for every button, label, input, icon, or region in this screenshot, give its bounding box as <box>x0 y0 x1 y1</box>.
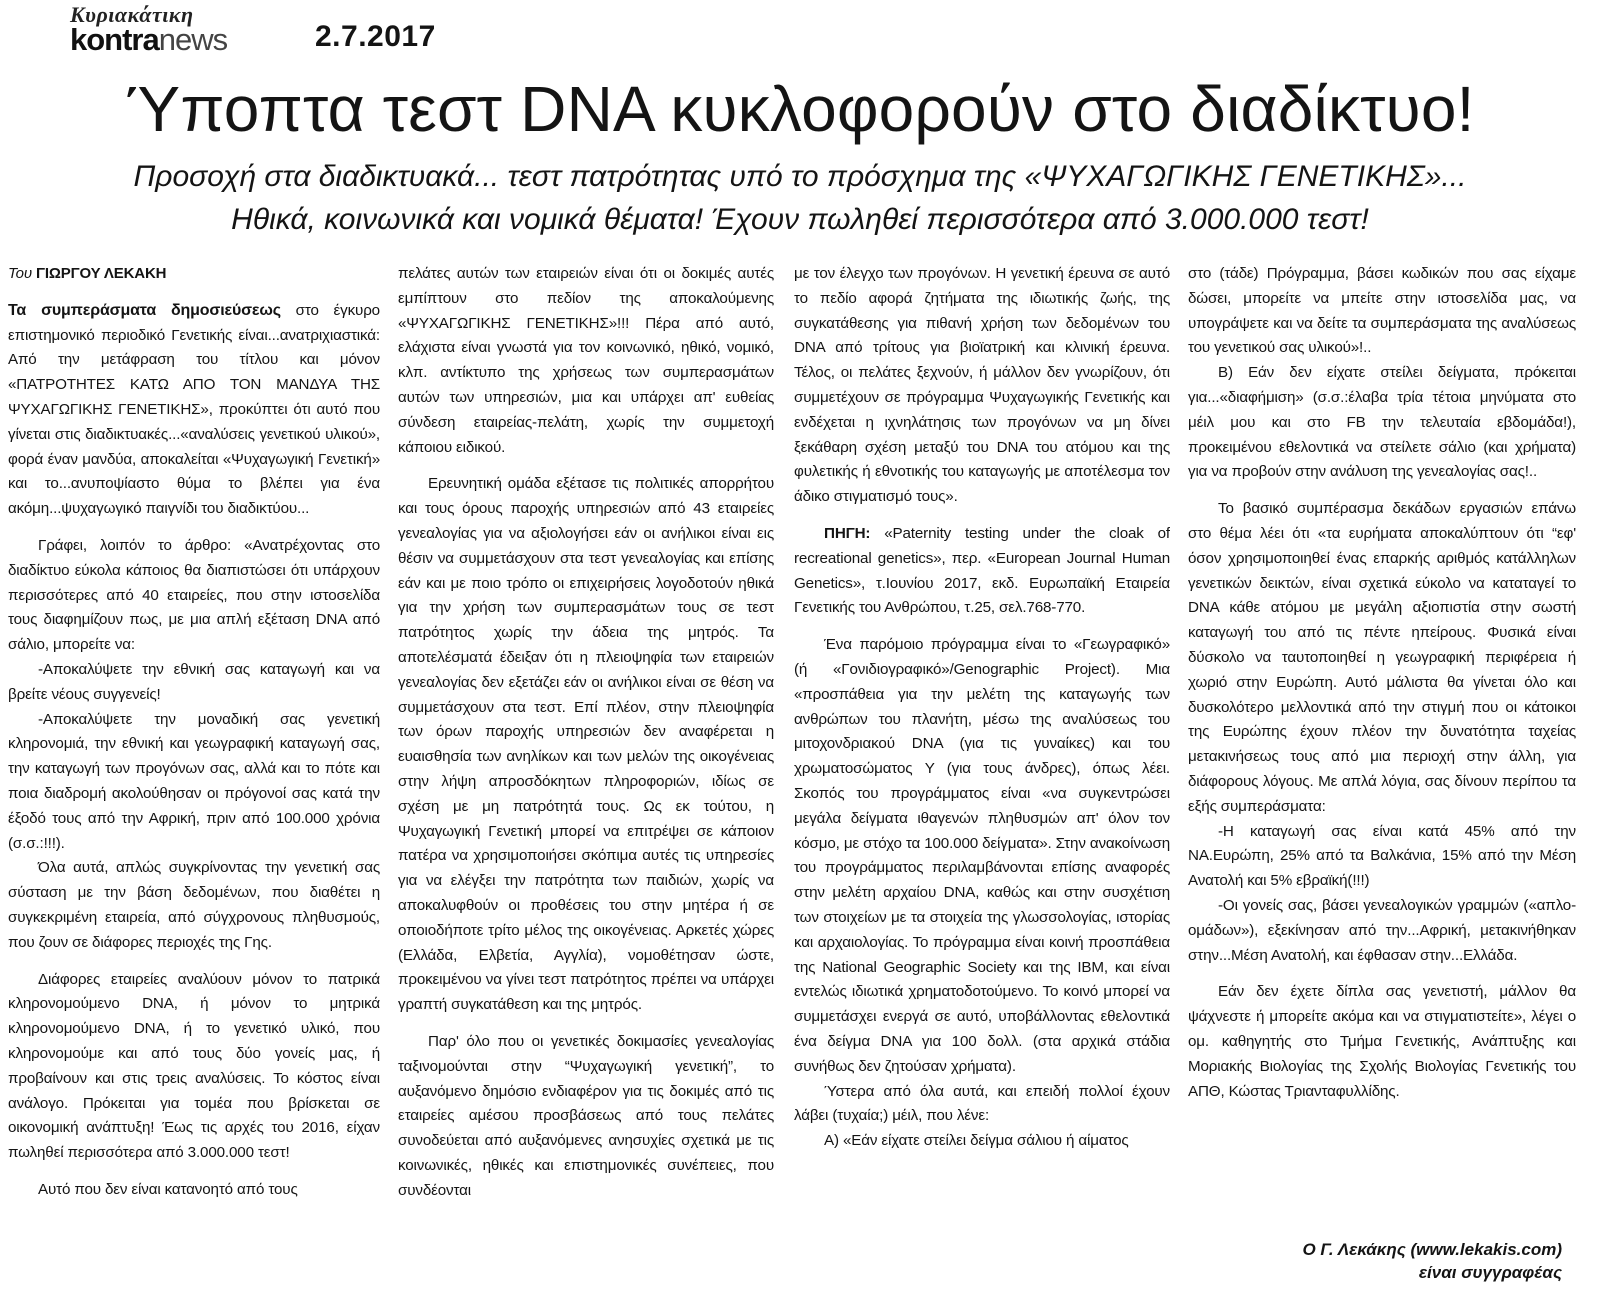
paragraph: Το βασικό συμπέρασμα δεκάδων εργασιών επάνω στο θέμα λέει ότι «τα ευρήματα αποκαλύπτουν ότι “εφ' όσον χρησιμοποιηθεί ένας επαρκής αριθμός κατάλληλων γενετικών δεικτών, είναι σχετικά εύκολο να καταταγεί το DNA κάθε ατόμου με μεγάλη αξιοπιστία στην σωστή καταγωγή του από τις πέντε ηπείρους. Φυσικά είναι δύσκολο να ταυτοποιηθεί η γεωγραφική περιφέρεια ή χωριό στην Ευρώπη. Αυτό μάλιστα θα γίνεται όλο και δυσκολότερο μελλοντικά από την στιγμή που οι κάτοικοι της Ευρώπης έχουν πλέον την δυνατότητα ταχείας μετακινήσεως τους από μια περιοχή στην άλλη, για διάφορους λόγους. Με απλά λόγια, σας δίνουν περίπου τα εξής συμπεράσματα: <box>1188 500 1576 815</box>
subtitle-line-2: Ηθικά, κοινωνικά και νομικά θέματα! Έχουν πωληθεί περισσότερα από 3.000.000 τεστ! <box>231 203 1369 236</box>
masthead-kontra: kontra <box>70 22 159 57</box>
paragraph: Α) «Εάν είχατε στείλει δείγμα σάλιου ή αίματος <box>824 1132 1129 1150</box>
paragraph: Παρ' όλο που οι γενετικές δοκιμασίες γενεαλογίας ταξινομούνται στην “Ψυχαγωγική γενετική”, το αυξανόμενο δημόσιο ενδιαφέρον για τις δοκιμές από τις εταιρείες αμέσου προσβάσεως από τους πελάτες συνοδεύεται από αυξανόμενες ανησυχίες σχετικά με τις κοινωνικές, ηθικές και επιστημονικές συνέπειες, που συνδέονται <box>398 1032 774 1199</box>
paragraph: Ένα παρόμοιο πρόγραμμα είναι το «Γεωγραφικό» (ή «Γονιδιογραφικό»/Genographic Project). Μια «προσπάθεια για την μελέτη της καταγωγής των ανθρώπων του πλανήτη, μέσω της αναλύσεως του μιτοχονδριακού DNA (για τις γυναίκες) και του χρωματοσώματος Y (για τους άνδρες), όπως λέει. Σκοπός του προγράμματος είναι «να συγκεντρώσει μεγάλα δείγματα ιθαγενών πληθυσμών απ' όλον τον κόσμο, με στόχο τα 100.000 δείγματα». Στην ανακοίνωση του προγράμματος περιλαμβάνονται επίσης αναφορές στην μελέτη αρχαίου DNA, καθώς και στην συσχέτιση των στοιχείων με τα στοιχεία της γλωσσολογίας, ιστορίας και αρχαιολογίας. Το πρόγραμμα είναι κοινή προσπάθεια της National Geographic Society και της IBM, και είναι εντελώς ιδιωτικά χρηματοδοτούμενο. Το κοινό μπορεί να συμμετάσχει ενεργά σε αυτό, υποβάλλοντας εθελοντικά ένα δείγμα DNA για 100 δολλ. (στα αρχικά στάδια συνήθως δεν ζητούσαν χρήματα). <box>794 636 1170 1075</box>
paragraph: Γράφει, λοιπόν το άρθρο: «Ανατρέχοντας στο διαδίκτυο εύκολα κάποιος θα διαπιστώσει ότι υπάρχουν περισσότερες από 40 εταιρείες, που στην ιστοσελίδα τους διαφημίζουν πως, με μια απλή εξέταση DNA από σάλιο, μπορείτε να: <box>8 536 380 654</box>
source-text: «Paternity testing under the cloak of recreational genetics», περ. «European Journal Human Genetics», τ.Ιουνίου 2017, εκδ. Ευρωπαϊκή Εταιρεία Γενετικής του Ανθρώπου, τ.25, σελ.768-770. <box>794 524 1170 617</box>
paragraph: Εάν δεν έχετε δίπλα σας γενετιστή, μάλλον θα ψάχνεστε ή μπορείτε ακόμα και να στιγματιστείτε», λέγει ο ομ. καθηγητής στο Τμήμα Γενετικής, Ανάπτυξης και Μοριακής Βιολογίας της Σχολής Βιολογίας Γενετικής του ΑΠΘ, Κώστας Τριανταφυλλίδης. <box>1188 983 1576 1100</box>
article-column-2 <box>398 262 774 1302</box>
lead-text: στο έγκυρο επιστημονικό περιοδικό Γενετικής είναι...ανατριχιαστικά: Από την μετάφραση του τίτλου και μόνον «ΠΑΤΡΟΤΗΤΕΣ ΚΑΤΩ ΑΠΟ ΤΟΝ ΜΑΝΔΥΑ ΤΗΣ ΨΥΧΑΓΩΓΙΚΗΣ ΓΕΝΕΤΙΚΗΣ», προκύπτει ότι αυτό που γίνεται στις διαδικτυακές...«αναλύσεις γενετικού υλικού», φορά έναν μανδύα, αποκαλείται «Ψυχαγωγική Γενετική» και το...ανυποψίαστο θύμα το βλέπει για ένα ακόμη...ψυχαγωγικό παιγνίδι του διαδικτύου... <box>8 301 380 518</box>
byline-prefix: Του <box>8 265 32 282</box>
source-label: ΠΗΓΗ: <box>824 524 871 542</box>
paragraph: στο (τάδε) Πρόγραμμα, βάσει κωδικών που σας είχαμε δώσει, μπορείτε να μπείτε στην ιστοσελίδα μας, να υπογράψετε και να δείτε τα συμπεράσματα της αναλύσεως του γενετικού σας υλικού»!.. <box>1188 265 1576 357</box>
paragraph: Αυτό που δεν είναι κατανοητό από τους <box>38 1180 298 1198</box>
paragraph: πελάτες αυτών των εταιρειών είναι ότι οι δοκιμές αυτές εμπίπτουν στο πεδίον της αποκαλούμενης «ΨΥΧΑΓΩΓΙΚΗΣ ΓΕΝΕΤΙΚΗΣ»!!! Πέρα από αυτό, ελάχιστα είναι γνωστά για τον κοινωνικό, ηθικό, νομικό, κλπ. αντίκτυπο της χρήσεως των συμπερασμάτων αυτών των υπηρεσιών, μια και υπάρχει απ' ευθείας σύνδεση εταιρείας-πελάτη, χωρίς την συμμετοχή κάποιου ειδικού. <box>398 265 774 456</box>
author-signature <box>1302 1238 1562 1284</box>
article-column-3 <box>794 262 1170 1302</box>
paragraph: -Οι γονείς σας, βάσει γενεαλογικών γραμμών («απλο-ομάδων»), εξεκίνησαν από την...Αφρική, μετακινήθηκαν στην...Μέση Ανατολή, και έφθασαν στην...Ελλάδα. <box>1188 896 1576 964</box>
masthead-bottom <box>70 22 227 58</box>
paragraph: με τον έλεγχο των προγόνων. Η γενετική έρευνα σε αυτό το πεδίο αφορά ζητήματα της ιδιωτικής ζωής, της συγκατάθεσης για πιθανή χρήση των δεδομένων του DNA από τρίτους για βιοϊατρική και κλινική έρευνα. Τέλος, οι πελάτες ξεχνούν, ή μάλλον δεν γνωρίζουν, ότι συμμετέχουν σε πρόγραμμα Ψυχαγωγικής Γενετικής και ενδέχεται η ιχνηλάτησις των προγόνων να μη δίνει ξεκάθαρη σχέση μεταξύ του DNA του ατόμου και της φυλετικής ή εθνοτικής του καταγωγής με αποτέλεσμα τον άδικο στιγματισμό τους». <box>794 265 1170 506</box>
lead-paragraph <box>8 299 380 522</box>
issue-date: 2.7.2017 <box>315 20 436 53</box>
masthead-news: news <box>158 22 228 57</box>
paragraph: Β) Εάν δεν είχατε στείλει δείγματα, πρόκειται για...«διαφήμιση» (σ.σ.:έλαβα τρία τέτοια μηνύματα στο μέιλ μου και στο FB την τελευταία εβδομάδα!), προκειμένου εθελοντικά να στείλετε σάλιο (και χρήματα) για να προβούν στην ανάλυση της γενεαλογίας σας!.. <box>1188 364 1576 481</box>
paragraph: Ερευνητική ομάδα εξέτασε τις πολιτικές απορρήτου και τους όρους παροχής υπηρεσιών από 43 εταιρείες γενεαλογίας για να αξιολογήσει εάν οι ανήλικοι είναι εις θέσιν να συμμετάσχουν στα τεστ γενεαλογίας και επίσης εάν και με ποιο τρόπο οι επιχειρήσεις λογοδοτούν ηθικά για την χρήση των συμπερασμάτων τους σε τεστ πατρότητος χωρίς την άδεια της μητρός. Τα αποτελέσματά έδειξαν ότι η πλειοψηφία των εταιρειών γενεαλογίας δεν εξετάζει εάν οι ανήλικοι είναι σε θέση να συμμετάσχουν στα τεστ. Επί πλέον, στην πλειοψηφία των όρων παροχής υπηρεσιών δεν αναφέρεται η ευαισθησία των ανηλίκων και των μελών της οικογένειας στην λήψη απροσδόκητων πληροφοριών, ιδίως σε σχέση με μη πατρότητά τους. Ως εκ τούτου, η Ψυχαγωγική Γενετική μπορεί να επιτρέψει σε κάποιον πατέρα να χρησιμοποιήσει σκόπιμα αυτές τις υπηρεσίες για να ελέγξει την πατρότητα των παιδιών, χωρίς να αποκαλυφθούν οι προθέσεις του στην μητέρα ή σε οποιοδήποτε τρίτο μέλος της οικογένειας. Αρκετές χώρες (Ελλάδα, Ελβετία, Αγγλία), νομοθέτησαν ώστε, προκειμένου να γίνει τεστ πατρότητος πρέπει να υπάρχει γραπτή συγκατάθεση και της μητρός. <box>398 475 774 1014</box>
lead-kicker: Τα συμπεράσματα δημοσιεύσεως <box>8 301 281 319</box>
article-column-4 <box>1188 262 1576 1302</box>
article-column-1 <box>8 262 380 1302</box>
paragraph: Διάφορες εταιρείες αναλύουν μόνον το πατρικά κληρονομούμενο DNA, ή μόνον το μητρικά κληρονομούμενο DNA, ή το γενετικό υλικό, που κληρονομούμε και από τους δύο γονείς μας, ή προβαίνουν και στις τρεις αναλύσεις. Το κόστος είναι ανάλογο. Πρόκειται για τομέα που βρίσκεται σε οικονομική ανάπτυξη! Έως τις αρχές του 2016, είχαν πωληθεί περισσότερα από 3.000.000 τεστ! <box>8 970 380 1162</box>
paragraph: Ύστερα από όλα αυτά, και επειδή πολλοί έχουν λάβει (τυχαία;) μέιλ, που λένε: <box>794 1082 1170 1125</box>
signature-line-1: Ο Γ. Λεκάκης (www.lekakis.com) <box>1302 1240 1562 1259</box>
paragraph: -Η καταγωγή σας είναι κατά 45% από την ΝΑ.Ευρώπη, 25% από τα Βαλκάνια, 15% από την Μέση Ανατολή και 5% εβραϊκή(!!!) <box>1188 822 1576 890</box>
byline <box>8 262 380 287</box>
signature-line-2: είναι συγγραφέας <box>1418 1263 1562 1282</box>
source-paragraph <box>794 522 1170 621</box>
byline-author: ΓΙΩΡΓΟΥ ΛΕΚΑΚΗ <box>35 265 167 282</box>
paragraph: -Αποκαλύψετε την εθνική σας καταγωγή και να βρείτε νέους συγγενείς! <box>8 660 380 703</box>
paragraph: Όλα αυτά, απλώς συγκρίνοντας την γενετική σας σύσταση με την βάση δεδομένων, που διαθέτει η συγκεκριμένη εταιρεία, από σύγχρονους πληθυσμούς, που ζουν σε διάφορες περιοχές της Γης. <box>8 859 380 951</box>
subtitle-line-1: Προσοχή στα διαδικτυακά... τεστ πατρότητας υπό το πρόσχημα της «ΨΥΧΑΓΩΓΙΚΗΣ ΓΕΝΕΤΙΚΗΣ»... <box>133 160 1467 193</box>
headline: Ύποπτα τεστ DNA κυκλοφορούν στο διαδίκτυο! <box>125 73 1475 145</box>
masthead-logo <box>70 2 270 58</box>
masthead-top: Κυριακάτικη <box>70 2 194 27</box>
paragraph: -Αποκαλύψετε την μοναδική σας γενετική κληρονομιά, την εθνική και γεωγραφική καταγωγή σας, την καταγωγή των προγόνων σας, αλλά και το πότε και ποια διαδρομή ακολούθησαν οι πρόγονοί σας κατά την έξοδό τους από την Αφρική, πριν από 100.000 χρόνια (σ.σ.:!!!). <box>8 710 380 852</box>
